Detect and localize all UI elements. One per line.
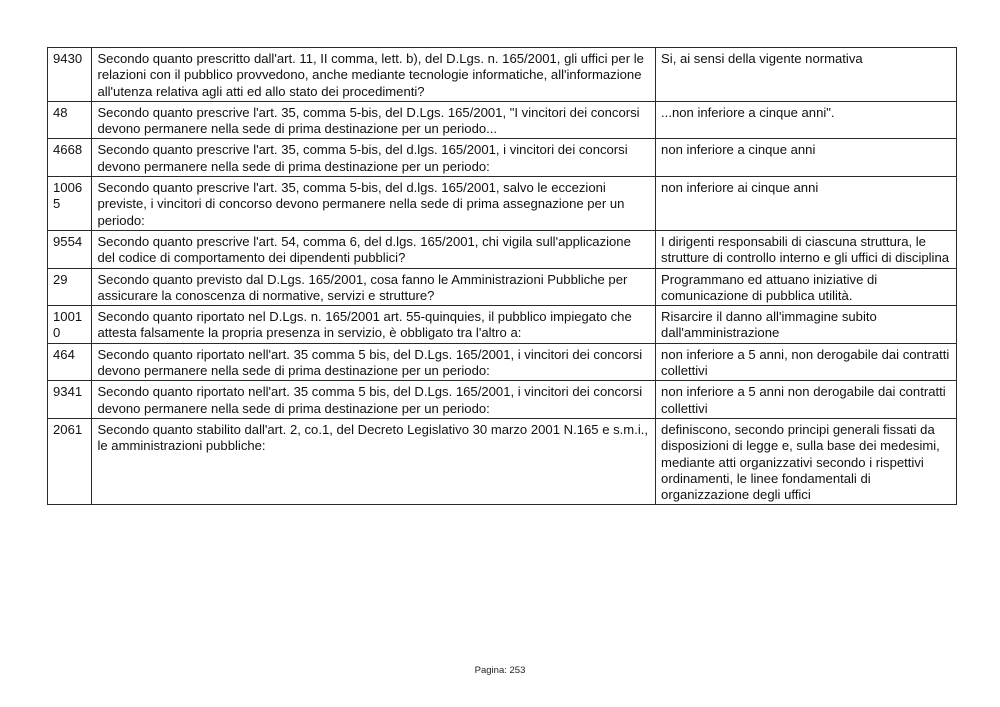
answer-text: non inferiore a cinque anni (656, 139, 957, 177)
question-text: Secondo quanto prescritto dall'art. 11, II comma, lett. b), del D.Lgs. n. 165/2001, gli uffici per le relazioni con il pubblico provvedono, anche mediante tecnologie informatiche, all'informazione all'utenza relativa agli atti ed allo stato dei procedimenti? (92, 48, 656, 102)
table-row (48, 381, 957, 419)
answer-text: Programmano ed attuano iniziative di comunicazione di pubblica utilità. (656, 268, 957, 306)
question-text: Secondo quanto stabilito dall'art. 2, co.1, del Decreto Legislativo 30 marzo 2001 N.165 e s.m.i., le amministrazioni pubbliche: (92, 418, 656, 504)
answer-text: non inferiore a 5 anni, non derogabile dai contratti collettivi (656, 343, 957, 381)
question-text: Secondo quanto prescrive l'art. 35, comma 5-bis, del D.Lgs. 165/2001, "I vincitori dei concorsi devono permanere nella sede di prima destinazione per un periodo... (92, 101, 656, 139)
question-text: Secondo quanto riportato nel D.Lgs. n. 165/2001 art. 55-quinquies, il pubblico impiegato che attesta falsamente la propria presenza in servizio, è obbligato tra l'altro a: (92, 306, 656, 344)
question-id: 10065 (48, 177, 92, 231)
table-row (48, 343, 957, 381)
answer-text: Si, ai sensi della vigente normativa (656, 48, 957, 102)
table-row (48, 306, 957, 344)
question-id: 10010 (48, 306, 92, 344)
question-text: Secondo quanto prescrive l'art. 35, comma 5-bis, del d.lgs. 165/2001, i vincitori dei concorsi devono permanere nella sede di prima destinazione per un periodo: (92, 139, 656, 177)
table-row (48, 48, 957, 102)
table-row (48, 101, 957, 139)
answer-text: non inferiore a 5 anni non derogabile dai contratti collettivi (656, 381, 957, 419)
question-text: Secondo quanto previsto dal D.Lgs. 165/2001, cosa fanno le Amministrazioni Pubbliche per assicurare la conoscenza di normative, servizi e strutture? (92, 268, 656, 306)
question-id: 2061 (48, 418, 92, 504)
page-number: Pagina: 253 (474, 665, 526, 676)
answer-text: Risarcire il danno all'immagine subito dall'amministrazione (656, 306, 957, 344)
table-row (48, 177, 957, 231)
question-id: 48 (48, 101, 92, 139)
question-text: Secondo quanto riportato nell'art. 35 comma 5 bis, del D.Lgs. 165/2001, i vincitori dei concorsi devono permanere nella sede di prima destinazione per un periodo: (92, 381, 656, 419)
table-row (48, 418, 957, 504)
question-id: 9554 (48, 230, 92, 268)
answer-text: ...non inferiore a cinque anni". (656, 101, 957, 139)
question-id: 29 (48, 268, 92, 306)
question-text: Secondo quanto prescrive l'art. 54, comma 6, del d.lgs. 165/2001, chi vigila sull'applicazione del codice di comportamento dei dipendenti pubblici? (92, 230, 656, 268)
question-text: Secondo quanto prescrive l'art. 35, comma 5-bis, del d.lgs. 165/2001, salvo le eccezioni previste, i vincitori di concorso devono permanere nella sede di prima assegnazione per un periodo: (92, 177, 656, 231)
question-id: 9430 (48, 48, 92, 102)
answer-text: I dirigenti responsabili di ciascuna struttura, le strutture di controllo interno e gli uffici di disciplina (656, 230, 957, 268)
table-row (48, 139, 957, 177)
answer-text: definiscono, secondo principi generali fissati da disposizioni di legge e, sulla base dei medesimi, mediante atti organizzativi secondo i rispettivi ordinamenti, le linee fondamentali di organizzazione degli uffici (656, 418, 957, 504)
question-text: Secondo quanto riportato nell'art. 35 comma 5 bis, del D.Lgs. 165/2001, i vincitori dei concorsi devono permanere nella sede di prima destinazione per un periodo: (92, 343, 656, 381)
question-id: 4668 (48, 139, 92, 177)
table-row (48, 268, 957, 306)
answer-text: non inferiore ai cinque anni (656, 177, 957, 231)
questions-table (47, 47, 957, 505)
table-row (48, 230, 957, 268)
questions-table-body (48, 48, 957, 505)
question-id: 464 (48, 343, 92, 381)
question-id: 9341 (48, 381, 92, 419)
